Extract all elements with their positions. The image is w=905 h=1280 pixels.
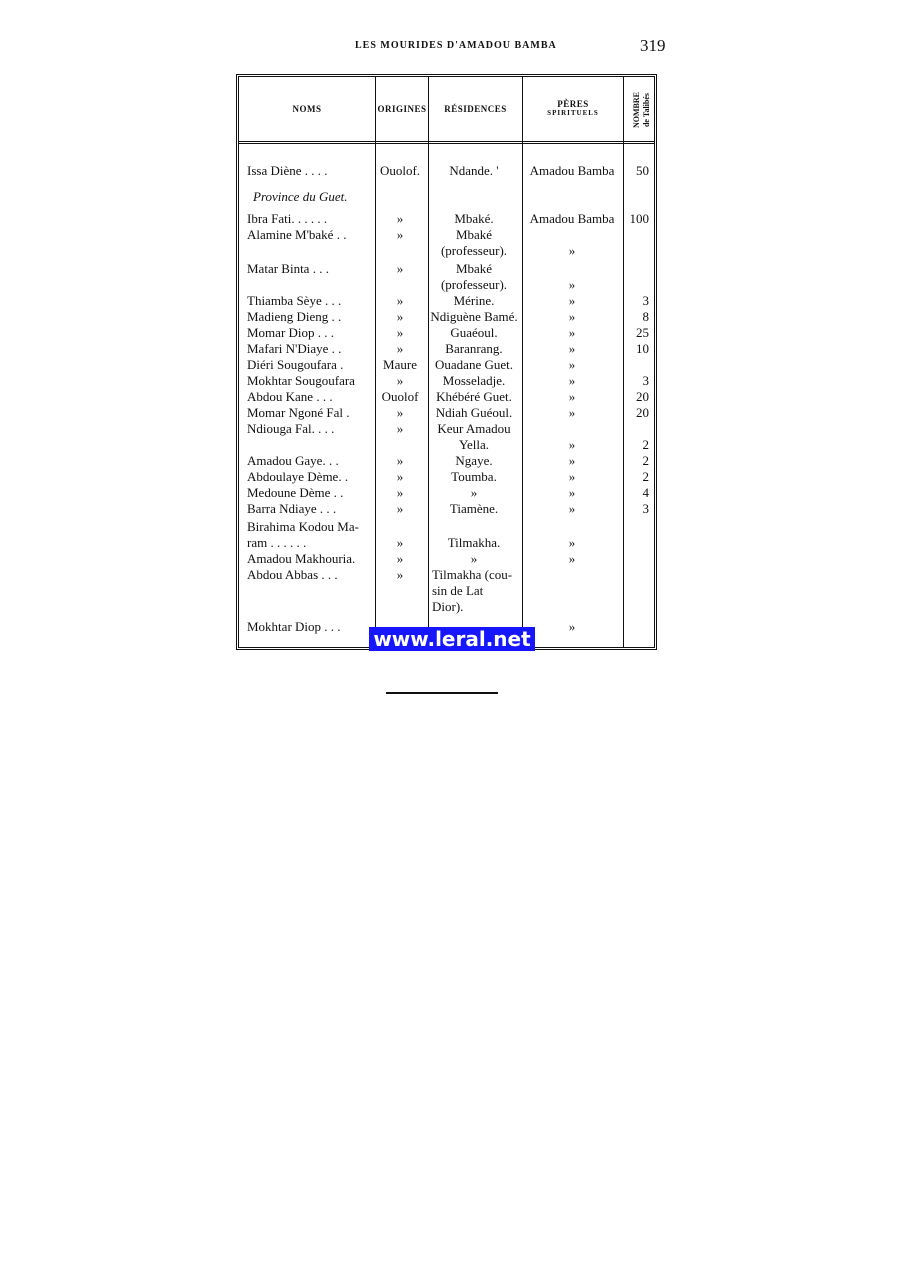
row-22-name: ram . . . . . . [247, 535, 307, 550]
row-10-count: 10 [636, 341, 649, 356]
row-13-res: Khébéré Guet. [436, 389, 512, 404]
row-3-res: Mbaké [455, 227, 493, 242]
row-22-res: Tilmakha. [447, 535, 501, 550]
row-0-pere: Amadou Bamba [529, 163, 615, 178]
row-25-res: sin de Lat [432, 583, 484, 598]
row-13-orig: Ouolof [381, 389, 419, 404]
row-27-name: Mokhtar Diop . . . [247, 619, 341, 634]
row-11-orig: Maure [383, 357, 417, 372]
row-7-name: Thiamba Sèye . . . [247, 293, 342, 308]
row-5-name: Matar Binta . . . [247, 261, 329, 276]
header-nombre-line1: NOMBRE [632, 92, 641, 128]
row-8-name: Madieng Dieng . . [247, 309, 342, 324]
row-12-name: Mokhtar Sougoufara [247, 373, 355, 388]
row-10-name: Mafari N'Diaye . . [247, 341, 342, 356]
row-17-res: Ngaye. [455, 453, 493, 468]
row-14-pere: » [568, 405, 576, 420]
row-20-pere: » [568, 501, 576, 516]
row-17-orig: » [396, 453, 404, 468]
header-peres-line2: SPIRITUELS [547, 109, 599, 117]
row-10-res: Baranrang. [445, 341, 503, 356]
row-24-name: Abdou Abbas . . . [247, 567, 338, 582]
row-20-orig: » [396, 501, 404, 516]
row-24-res: Tilmakha (cou- [432, 567, 513, 582]
row-10-pere: » [568, 341, 576, 356]
header-rule [239, 141, 654, 144]
header-nombre-line2: de Talibés [642, 93, 651, 128]
end-rule [386, 692, 498, 694]
header-origines: ORIGINES [377, 104, 427, 114]
row-16-res: Yella. [458, 437, 490, 452]
row-8-orig: » [396, 309, 404, 324]
row-16-pere: » [568, 437, 576, 452]
row-19-res: » [470, 485, 478, 500]
row-23-pere: » [568, 551, 576, 566]
row-6-res: (professeur). [440, 277, 508, 292]
row-14-orig: » [396, 405, 404, 420]
watermark-banner: www.leral.net [369, 627, 535, 651]
row-0-count: 50 [636, 163, 649, 178]
row-14-res: Ndiah Guéoul. [435, 405, 513, 420]
row-6-pere: » [568, 277, 576, 292]
row-15-res: Keur Amadou [437, 421, 511, 436]
row-7-count: 3 [642, 293, 649, 308]
row-3-name: Alamine M'baké . . [247, 227, 347, 242]
row-12-pere: » [568, 373, 576, 388]
row-5-res: Mbaké [455, 261, 493, 276]
row-9-orig: » [396, 325, 404, 340]
row-26-res: Dior). [432, 599, 464, 614]
row-18-pere: » [568, 469, 576, 484]
row-9-res: Guaéoul. [450, 325, 498, 340]
row-5-orig: » [396, 261, 404, 276]
row-7-res: Mérine. [453, 293, 495, 308]
row-9-pere: » [568, 325, 576, 340]
row-0-res: Ndande. ' [449, 163, 499, 178]
row-19-pere: » [568, 485, 576, 500]
row-4-pere: » [568, 243, 576, 258]
row-8-res: Ndiguène Bamé. [430, 309, 518, 324]
row-17-pere: » [568, 453, 576, 468]
row-21-name: Birahima Kodou Ma- [247, 519, 359, 534]
row-19-count: 4 [642, 485, 649, 500]
row-0-name: Issa Diène . . . . [247, 163, 328, 178]
row-11-res: Ouadane Guet. [435, 357, 513, 372]
row-20-name: Barra Ndiaye . . . [247, 501, 337, 516]
row-23-res: » [470, 551, 478, 566]
row-18-count: 2 [642, 469, 649, 484]
row-0-orig: Ouolof. [379, 163, 421, 178]
row-14-name: Momar Ngoné Fal . [247, 405, 350, 420]
row-8-count: 8 [642, 309, 649, 324]
row-22-pere: » [568, 535, 576, 550]
row-1-name: Province du Guet. [253, 189, 348, 204]
row-2-orig: » [396, 211, 404, 226]
row-12-res: Mosseladje. [442, 373, 506, 388]
row-17-name: Amadou Gaye. . . [247, 453, 339, 468]
header-peres-line1: PÈRES [557, 99, 589, 109]
page-number: 319 [640, 36, 666, 55]
row-8-pere: » [568, 309, 576, 324]
row-7-orig: » [396, 293, 404, 308]
row-11-name: Diéri Sougoufara . [247, 357, 344, 372]
header-nombre [630, 83, 654, 137]
header-residences: RÉSIDENCES [444, 104, 507, 114]
row-20-count: 3 [642, 501, 649, 516]
row-19-name: Medoune Dème . . [247, 485, 344, 500]
row-24-orig: » [396, 567, 404, 582]
row-22-orig: » [396, 535, 404, 550]
row-20-res: Tiamène. [449, 501, 499, 516]
row-13-pere: » [568, 389, 576, 404]
row-18-res: Toumba. [451, 469, 497, 484]
row-2-res: Mbaké. [454, 211, 494, 226]
running-head: LES MOURIDES D'AMADOU BAMBA [355, 40, 557, 51]
row-15-name: Ndiouga Fal. . . . [247, 421, 335, 436]
col-divider-nombre [623, 77, 624, 647]
row-11-pere: » [568, 357, 576, 372]
row-13-count: 20 [636, 389, 649, 404]
header-noms: NOMS [292, 104, 322, 114]
row-7-pere: » [568, 293, 576, 308]
row-17-count: 2 [642, 453, 649, 468]
row-2-pere: Amadou Bamba [529, 211, 615, 226]
row-9-name: Momar Diop . . . [247, 325, 335, 340]
row-18-name: Abdoulaye Dème. . [247, 469, 349, 484]
talibe-table [236, 74, 657, 650]
row-18-orig: » [396, 469, 404, 484]
row-12-orig: » [396, 373, 404, 388]
row-27-pere: » [568, 619, 576, 634]
row-9-count: 25 [636, 325, 649, 340]
row-19-orig: » [396, 485, 404, 500]
row-3-orig: » [396, 227, 404, 242]
row-14-count: 20 [636, 405, 649, 420]
row-16-count: 2 [642, 437, 649, 452]
row-23-orig: » [396, 551, 404, 566]
header-peres [523, 99, 623, 117]
row-15-orig: » [396, 421, 404, 436]
row-10-orig: » [396, 341, 404, 356]
row-12-count: 3 [642, 373, 649, 388]
row-2-name: Ibra Fati. . . . . . [247, 211, 328, 226]
row-4-res: (professeur). [440, 243, 508, 258]
row-2-count: 100 [629, 211, 649, 226]
row-23-name: Amadou Makhouria. [247, 551, 356, 566]
row-13-name: Abdou Kane . . . [247, 389, 333, 404]
